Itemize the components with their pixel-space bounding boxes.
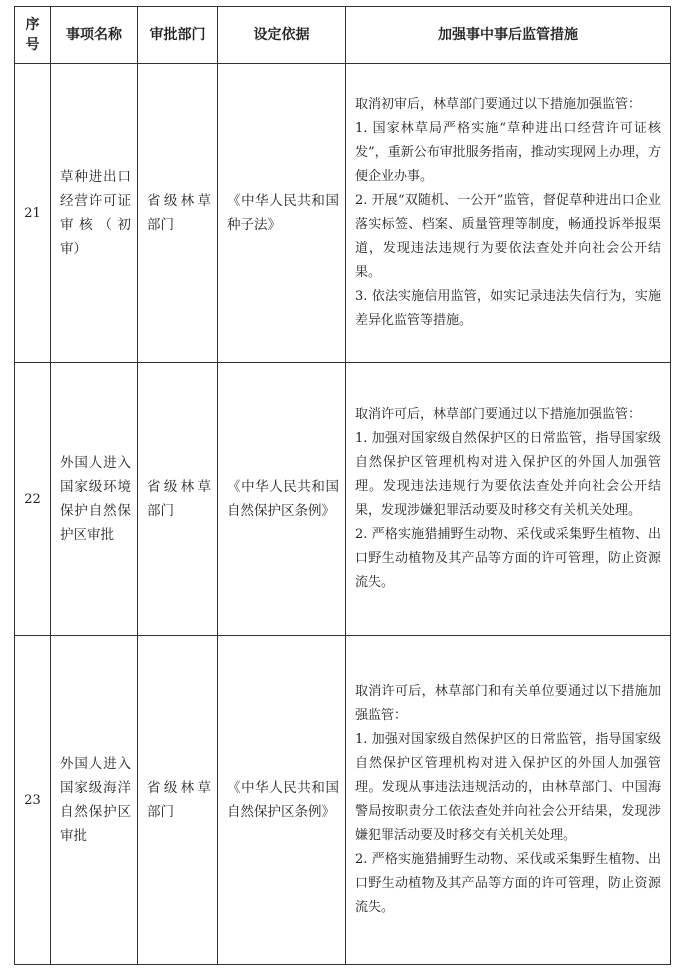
table-row: [15, 636, 671, 965]
measure-paragraph: 3. 依法实施信用监管，如实记录违法失信行为，实施差异化监管等措施。: [355, 289, 661, 328]
measure-paragraph: 2. 严格实施猎捕野生动物、采伐或采集野生植物、出口野生动植物及其产品等方面的许可管理，防止资源流失。: [355, 852, 661, 915]
measure-paragraph: 1. 加强对国家级自然保护区的日常监管，指导国家级自然保护区管理机构对进入保护区的外国人加强管理。发现违法违规行为要依法查处并向社会公开结果，发现涉嫌犯罪活动要及时移交有关机关处理。: [355, 431, 661, 518]
measure-paragraph: 取消许可后，林草部门和有关单位要通过以下措施加强监管：: [355, 684, 661, 723]
measure-paragraph: 取消初审后，林草部门要通过以下措施加强监管：: [355, 97, 642, 112]
measure-paragraph: 1. 国家林草局严格实施“草种进出口经营许可证核发”，重新公布审批服务指南，推动实现网上办理，方便企业办事。: [355, 121, 661, 184]
row-number: 22: [15, 363, 51, 636]
table-header-row: [15, 7, 671, 64]
measures-cell: [346, 636, 671, 965]
header-measures: 加强事中事后监管措施: [346, 7, 671, 64]
header-name: 事项名称: [51, 7, 138, 64]
header-no: 序号: [15, 7, 51, 64]
measures-cell: [346, 363, 671, 636]
measure-paragraph: 2. 严格实施猎捕野生动物、采伐或采集野生植物、出口野生动植物及其产品等方面的许可管理，防止资源流失。: [355, 527, 661, 590]
measure-paragraph: 取消许可后，林草部门要通过以下措施加强监管：: [355, 407, 642, 422]
row-number: 21: [15, 64, 51, 363]
item-name: 外国人进入国家级海洋自然保护区审批: [51, 636, 138, 965]
regulation-table: [14, 6, 671, 965]
table-row: [15, 363, 671, 636]
approval-dept: 省级林草部门: [138, 636, 218, 965]
item-name: 外国人进入国家级环境保护自然保护区审批: [51, 363, 138, 636]
table-row: [15, 64, 671, 363]
header-basis: 设定依据: [218, 7, 346, 64]
legal-basis: 《中华人民共和国自然保护区条例》: [218, 363, 346, 636]
legal-basis: 《中华人民共和国自然保护区条例》: [218, 636, 346, 965]
row-number: 23: [15, 636, 51, 965]
approval-dept: 省级林草部门: [138, 363, 218, 636]
measure-paragraph: 2. 开展“双随机、一公开”监管，督促草种进出口企业落实标签、档案、质量管理等制度，畅通投诉举报渠道，发现违法违规行为要依法查处并向社会公开结果。: [355, 193, 661, 280]
measure-paragraph: 1. 加强对国家级自然保护区的日常监管，指导国家级自然保护区管理机构对进入保护区的外国人加强管理。发现从事违法违规活动的，由林草部门、中国海警局按职责分工依法查处并向社会公开结果，发现涉嫌犯罪活动要及时移交有关机关处理。: [355, 732, 661, 843]
measures-cell: [346, 64, 671, 363]
legal-basis: 《中华人民共和国种子法》: [218, 64, 346, 363]
approval-dept: 省级林草部门: [138, 64, 218, 363]
header-dept: 审批部门: [138, 7, 218, 64]
item-name: 草种进出口经营许可证审核（初审）: [51, 64, 138, 363]
